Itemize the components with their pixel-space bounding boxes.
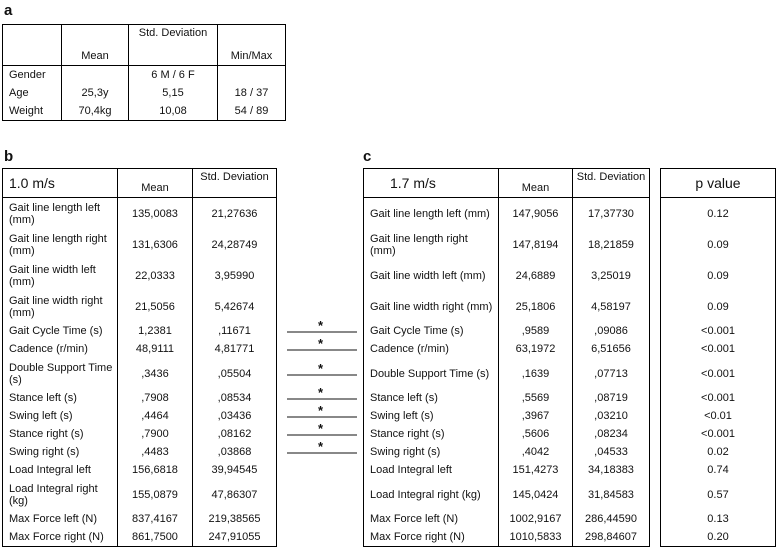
table-row [661,461,776,479]
table-row [661,407,776,425]
std-value: 298,84607 [573,528,650,547]
gait-table-1-7 [363,168,650,547]
table-row [661,291,776,322]
metric-label: Cadence (r/min) [3,340,118,358]
metric-label: Gait line length right (mm) [3,229,118,260]
cell: 10,08 [129,102,218,121]
std-value: 6,51656 [573,340,650,358]
mean-value: ,5606 [499,425,573,443]
gait-b-header-std: Std. Deviation [193,169,277,198]
gait-b-speed: 1.0 m/s [3,169,118,198]
table-row [3,229,277,260]
panel-a-label: a [4,2,13,19]
std-value: 286,44590 [573,510,650,528]
cell [218,66,286,85]
std-value: ,03868 [193,443,277,461]
pvalue-header-row [661,169,776,198]
std-value: ,08534 [193,389,277,407]
p-value: 0.74 [661,461,776,479]
metric-label: Gait line length right (mm) [364,229,499,260]
gait-b-header-mean: Mean [118,169,193,198]
mean-value: ,3967 [499,407,573,425]
metric-label: Double Support Time (s) [364,358,499,389]
p-value: 0.09 [661,229,776,260]
demographics-header-row [3,25,286,66]
std-value: 4,58197 [573,291,650,322]
demographics-header-std: Std. Deviation [129,25,218,66]
mean-value: 48,9111 [118,340,193,358]
std-value: ,08719 [573,389,650,407]
table-row [661,479,776,510]
significance-star: * [318,421,324,436]
mean-value: 151,4273 [499,461,573,479]
mean-value: ,3436 [118,358,193,389]
table-row [364,260,650,291]
table-row [661,260,776,291]
std-value: ,03210 [573,407,650,425]
mean-value: 147,9056 [499,198,573,230]
mean-value: 156,6818 [118,461,193,479]
mean-value: 25,1806 [499,291,573,322]
p-value: 0.02 [661,443,776,461]
gait-table-1-0 [2,168,277,547]
significance-star: * [318,360,324,376]
cell: Weight [3,102,62,121]
metric-label: Swing right (s) [3,443,118,461]
mean-value: ,5569 [499,389,573,407]
std-value: ,04533 [573,443,650,461]
std-value: 5,42674 [193,291,277,322]
metric-label: Gait line length left (mm) [3,198,118,230]
gait-c-speed: 1.7 m/s [364,169,499,198]
metric-label: Stance right (s) [3,425,118,443]
std-value: 3,95990 [193,260,277,291]
std-value: 4,81771 [193,340,277,358]
p-value: <0.01 [661,407,776,425]
table-row [364,425,650,443]
significance-star: * [318,439,324,454]
table-row [661,425,776,443]
pvalue-table [660,168,776,547]
mean-value: ,1639 [499,358,573,389]
p-value: 0.13 [661,510,776,528]
demographics-header-minmax: Min/Max [218,25,286,66]
std-value: 247,91055 [193,528,277,547]
std-value: 31,84583 [573,479,650,510]
significance-star: * [318,336,324,351]
metric-label: Swing left (s) [364,407,499,425]
table-row [3,198,277,230]
p-value: 0.09 [661,291,776,322]
cell: 18 / 37 [218,84,286,102]
table-row [661,510,776,528]
std-value: ,08234 [573,425,650,443]
demographics-row [3,66,286,85]
std-value: 24,28749 [193,229,277,260]
std-value: ,05504 [193,358,277,389]
mean-value: 24,6889 [499,260,573,291]
p-value: <0.001 [661,322,776,340]
std-value: ,11671 [193,322,277,340]
mean-value: 21,5056 [118,291,193,322]
table-row [661,358,776,389]
gait-c-header-std: Std. Deviation [573,169,650,198]
table-row [661,443,776,461]
std-value: 34,18383 [573,461,650,479]
mean-value: 155,0879 [118,479,193,510]
table-row [3,510,277,528]
metric-label: Swing left (s) [3,407,118,425]
significance-star: * [318,403,324,418]
panel-b-label: b [4,148,14,165]
demographics-row [3,84,286,102]
cell: 70,4kg [62,102,129,121]
significance-star: * [318,318,324,333]
table-row [3,443,277,461]
std-value: 219,38565 [193,510,277,528]
table-row [364,322,650,340]
mean-value: 135,0083 [118,198,193,230]
cell: Gender [3,66,62,85]
metric-label: Stance right (s) [364,425,499,443]
mean-value: 131,6306 [118,229,193,260]
std-value: ,08162 [193,425,277,443]
table-row [3,407,277,425]
table-row [364,198,650,230]
table-row [364,479,650,510]
cell: 5,15 [129,84,218,102]
gait-c-header-row [364,169,650,198]
table-row [3,322,277,340]
table-row [364,291,650,322]
table-row [661,528,776,547]
mean-value: ,4042 [499,443,573,461]
mean-value: ,4464 [118,407,193,425]
mean-value: 837,4167 [118,510,193,528]
metric-label: Stance left (s) [364,389,499,407]
std-value: ,03436 [193,407,277,425]
mean-value: 22,0333 [118,260,193,291]
mean-value: 145,0424 [499,479,573,510]
std-value: 39,94545 [193,461,277,479]
p-value: 0.12 [661,198,776,230]
table-row [3,389,277,407]
table-row [3,425,277,443]
p-value: 0.20 [661,528,776,547]
metric-label: Swing right (s) [364,443,499,461]
gait-c-header-mean: Mean [499,169,573,198]
p-value: <0.001 [661,358,776,389]
metric-label: Stance left (s) [3,389,118,407]
cell: 54 / 89 [218,102,286,121]
panel-c-label: c [363,148,372,165]
p-value: <0.001 [661,389,776,407]
metric-label: Max Force left (N) [3,510,118,528]
metric-label: Gait line length left (mm) [364,198,499,230]
std-value: 17,37730 [573,198,650,230]
table-row [661,389,776,407]
std-value: ,07713 [573,358,650,389]
significance-star: * [318,385,324,400]
metric-label: Gait Cycle Time (s) [3,322,118,340]
metric-label: Double Support Time (s) [3,358,118,389]
demographics-table [2,24,286,121]
table-row [364,528,650,547]
mean-value: ,4483 [118,443,193,461]
metric-label: Gait line width left (mm) [364,260,499,291]
metric-label: Max Force right (N) [364,528,499,547]
table-row [3,291,277,322]
cell: 6 M / 6 F [129,66,218,85]
mean-value: 1010,5833 [499,528,573,547]
table-row [661,340,776,358]
metric-label: Max Force right (N) [3,528,118,547]
table-row [3,528,277,547]
std-value: ,09086 [573,322,650,340]
demographics-header-mean: Mean [62,25,129,66]
table-row [661,229,776,260]
table-row [661,322,776,340]
table-row [661,198,776,230]
metric-label: Gait line width right (mm) [364,291,499,322]
p-value: 0.09 [661,260,776,291]
metric-label: Gait Cycle Time (s) [364,322,499,340]
metric-label: Cadence (r/min) [364,340,499,358]
mean-value: 861,7500 [118,528,193,547]
table-row [364,389,650,407]
metric-label: Gait line width right (mm) [3,291,118,322]
table-row [3,340,277,358]
demographics-header-empty [3,25,62,66]
table-row [364,407,650,425]
std-value: 3,25019 [573,260,650,291]
table-row [364,358,650,389]
table-row [3,260,277,291]
table-row [364,229,650,260]
table-row [3,358,277,389]
mean-value: 1002,9167 [499,510,573,528]
metric-label: Max Force left (N) [364,510,499,528]
std-value: 18,21859 [573,229,650,260]
std-value: 47,86307 [193,479,277,510]
pvalue-header: p value [661,169,776,198]
std-value: 21,27636 [193,198,277,230]
p-value: 0.57 [661,479,776,510]
table-row [364,443,650,461]
gait-b-header-row [3,169,277,198]
cell: 25,3y [62,84,129,102]
table-row [364,461,650,479]
mean-value: ,7900 [118,425,193,443]
metric-label: Load Integral left [364,461,499,479]
demographics-row [3,102,286,121]
mean-value: 1,2381 [118,322,193,340]
table-row [3,461,277,479]
p-value: <0.001 [661,340,776,358]
table-row [364,510,650,528]
mean-value: 63,1972 [499,340,573,358]
metric-label: Load Integral right (kg) [3,479,118,510]
table-row [364,340,650,358]
metric-label: Load Integral left [3,461,118,479]
metric-label: Load Integral right (kg) [364,479,499,510]
mean-value: ,9589 [499,322,573,340]
metric-label: Gait line width left (mm) [3,260,118,291]
cell: Age [3,84,62,102]
mean-value: ,7908 [118,389,193,407]
p-value: <0.001 [661,425,776,443]
mean-value: 147,8194 [499,229,573,260]
cell [62,66,129,85]
table-row [3,479,277,510]
